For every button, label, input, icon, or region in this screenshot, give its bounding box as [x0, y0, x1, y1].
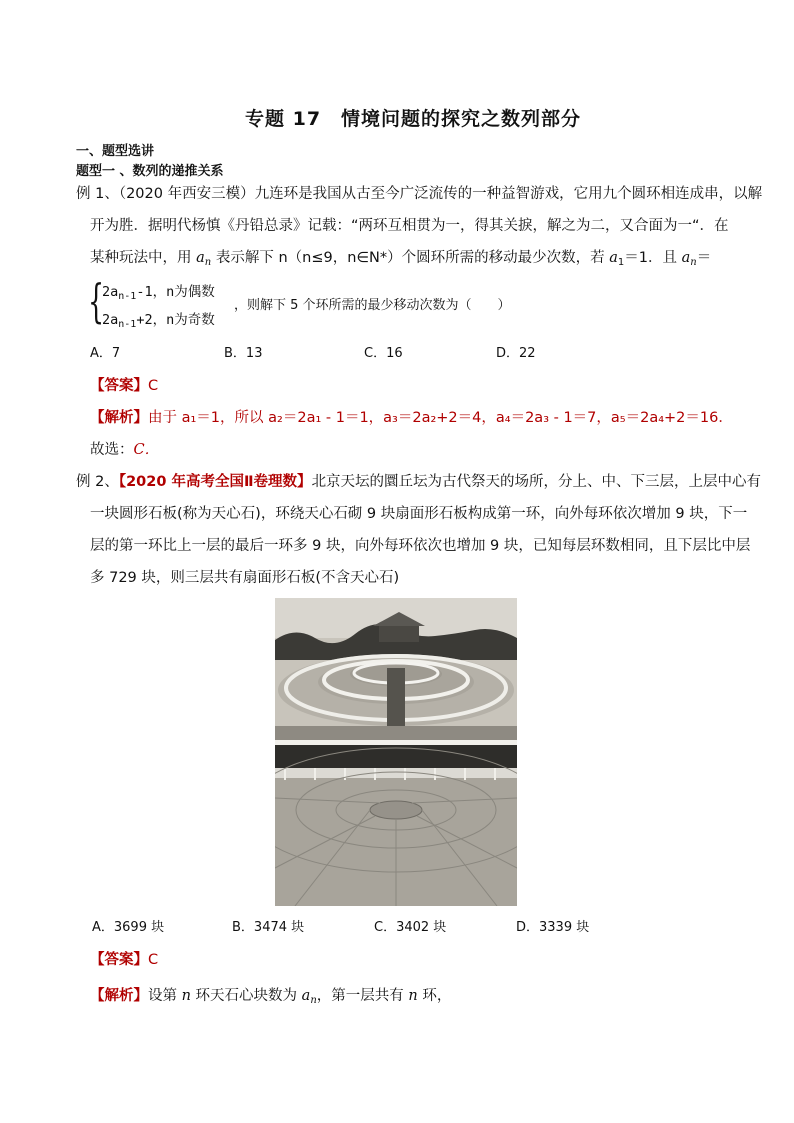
piecewise-case-odd: $2a_{n-1}+2$，n为奇数: [102, 312, 215, 330]
ex2-line3: 层的第一环比上一层的最后一环多 9 块，向外每环依次也增加 9 块，已知每层环数相同，且下层比中层: [90, 538, 751, 554]
ex2-answer: 【答案】C: [90, 952, 159, 968]
ex1-option-b: B．13: [224, 346, 263, 361]
ex2-line1: 例 2、【2020 年高考全国Ⅱ卷理数】北京天坛的圜丘坛为古代祭天的场所，分上、中、下三层，上层中心有: [76, 474, 762, 490]
ex1-option-a: A．7: [90, 346, 121, 361]
ex1-question-tail: ，则解下 5 个环所需的最少移动次数为（ ）: [234, 298, 511, 313]
temple-of-heaven-photo: [275, 598, 517, 906]
section-heading: 一、题型选讲: [76, 144, 155, 159]
piecewise-case-even: $2a_{n-1}-1$，n为偶数: [102, 284, 215, 302]
ex2-option-b: B．3474 块: [232, 920, 305, 935]
ex2-analysis: 【解析】设第 n 环天石心块数为 $a_n$，第一层共有 n 环，: [90, 988, 452, 1006]
page-title: 专题 17 情境问题的探究之数列部分: [245, 108, 582, 130]
ex2-line4: 多 729 块，则三层共有扇面形石板(不含天心石): [90, 570, 400, 586]
ex1-line2: 开为胜．据明代杨慎《丹铅总录》记载：“两环互相贯为一，得其关捩，解之为二，又合面为一“．在: [90, 218, 729, 234]
ex1-analysis: 【解析】由于 a₁＝1，所以 a₂＝2a₁ - 1＝1，a₃＝2a₂+2＝4，a₄＝2a₃ - 1＝7，a₅＝2a₄+2＝16．: [90, 410, 733, 426]
ex2-option-d: D．3339 块: [516, 920, 590, 935]
ex1-conclusion: 故选：C．: [90, 442, 160, 458]
ex1-option-c: C．16: [364, 346, 403, 361]
ex1-line3: 某种玩法中，用 $a_n$ 表示解下 n（n≤9，n∈N*）个圆环所需的移动最少次数，若 $a_1=1$．且 $a_n=$: [90, 250, 712, 268]
ex2-option-c: C．3402 块: [374, 920, 447, 935]
ex1-line1: 例 1、（2020 年西安三模）九连环是我国从古至今广泛流传的一种益智游戏，它用九个圆环相连成串，以解: [76, 186, 763, 202]
ex2-line2: 一块圆形石板(称为天心石)，环绕天心石砌 9 块扇面形石板构成第一环，向外每环依次增加 9 块，下一: [90, 506, 748, 522]
ex1-answer: 【答案】C: [90, 378, 159, 394]
piecewise-brace: {: [88, 274, 105, 328]
topic-heading: 题型一 、数列的递推关系: [76, 164, 224, 179]
ex2-option-a: A．3699 块: [92, 920, 165, 935]
ex1-option-d: D．22: [496, 346, 536, 361]
